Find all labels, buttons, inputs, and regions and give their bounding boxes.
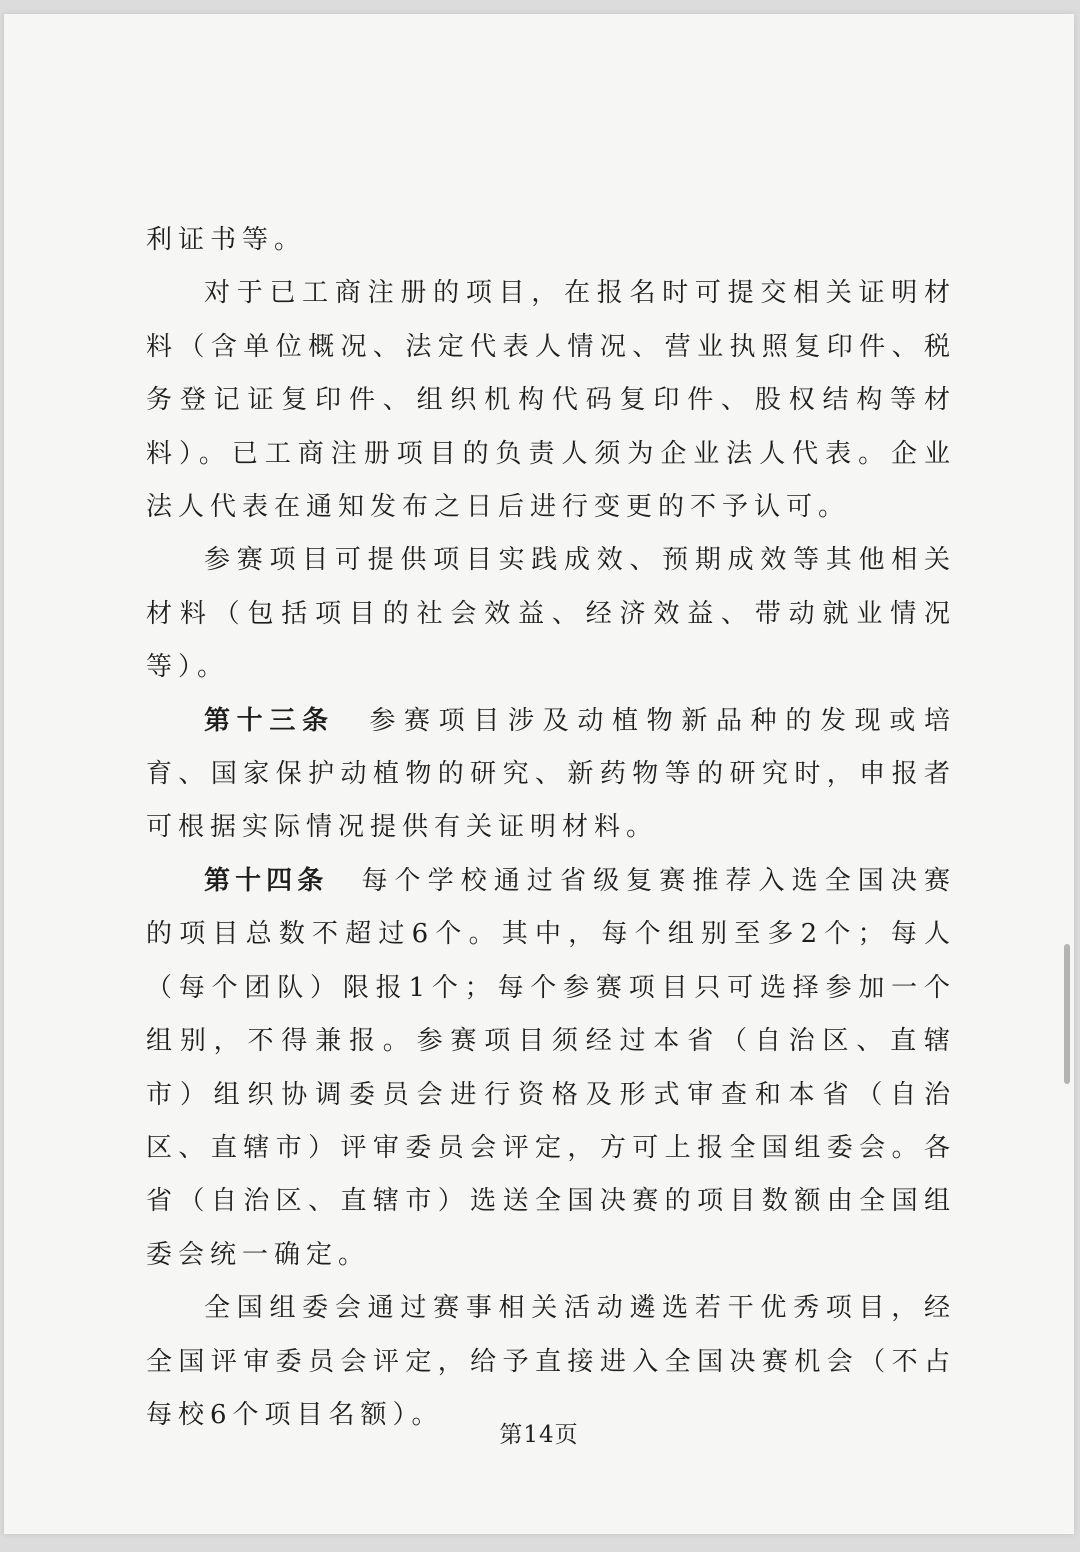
article-14-text: 每个学校通过省级复赛推荐入选全国决赛的项目总数不超过6个。其中，每个组别至多2个；每人（每个团队）限报1个；每个参赛项目只可选择参加一个组别，不得兼报。参赛项目须经过本省（自治区、直辖市）组织协调委员会进行资格及形式审查和本省（自治区、直辖市）评审委员会评定，方可上报全国组委会。各省（自治区、直辖市）选送全国决赛的项目数额由全国组委会统一确定。 (146, 865, 956, 1270)
vertical-scrollbar[interactable] (1064, 944, 1070, 1084)
page-content (146, 214, 956, 1442)
paragraph-practice-materials: 参赛项目可提供项目实践成效、预期成效等其他相关材料（包括项目的社会效益、经济效益、带动就业情况等）。 (146, 545, 956, 683)
paragraph-closing: 全国组委会通过赛事相关活动遴选若干优秀项目，经全国评审委员会评定，给予直接进入全国决赛机会（不占每校6个项目名额）。 (146, 1293, 956, 1430)
paragraph-registration-materials: 对于已工商注册的项目，在报名时可提交相关证明材料（含单位概况、法定代表人情况、营业执照复印件、税务登记证复印件、组织机构代码复印件、股权结构等材料）。已工商注册项目的负责人须为企业法人代表。企业法人代表在通知发布之日后进行变更的不予认可。 (146, 278, 956, 523)
article-14-heading: 第十四条 (204, 865, 329, 896)
article-13 (146, 695, 956, 855)
article-13-heading: 第十三条 (204, 705, 335, 736)
article-13-text: 参赛项目涉及动植物新品种的发现或培育、国家保护动植物的研究、新药物等的研究时，申报者可根据实际情况提供有关证明材料。 (146, 705, 956, 843)
paragraph-continuation: 利证书等。 (146, 225, 307, 255)
article-14 (146, 855, 956, 1282)
page-number: 第14页 (499, 1422, 579, 1448)
document-page (4, 14, 1074, 1534)
